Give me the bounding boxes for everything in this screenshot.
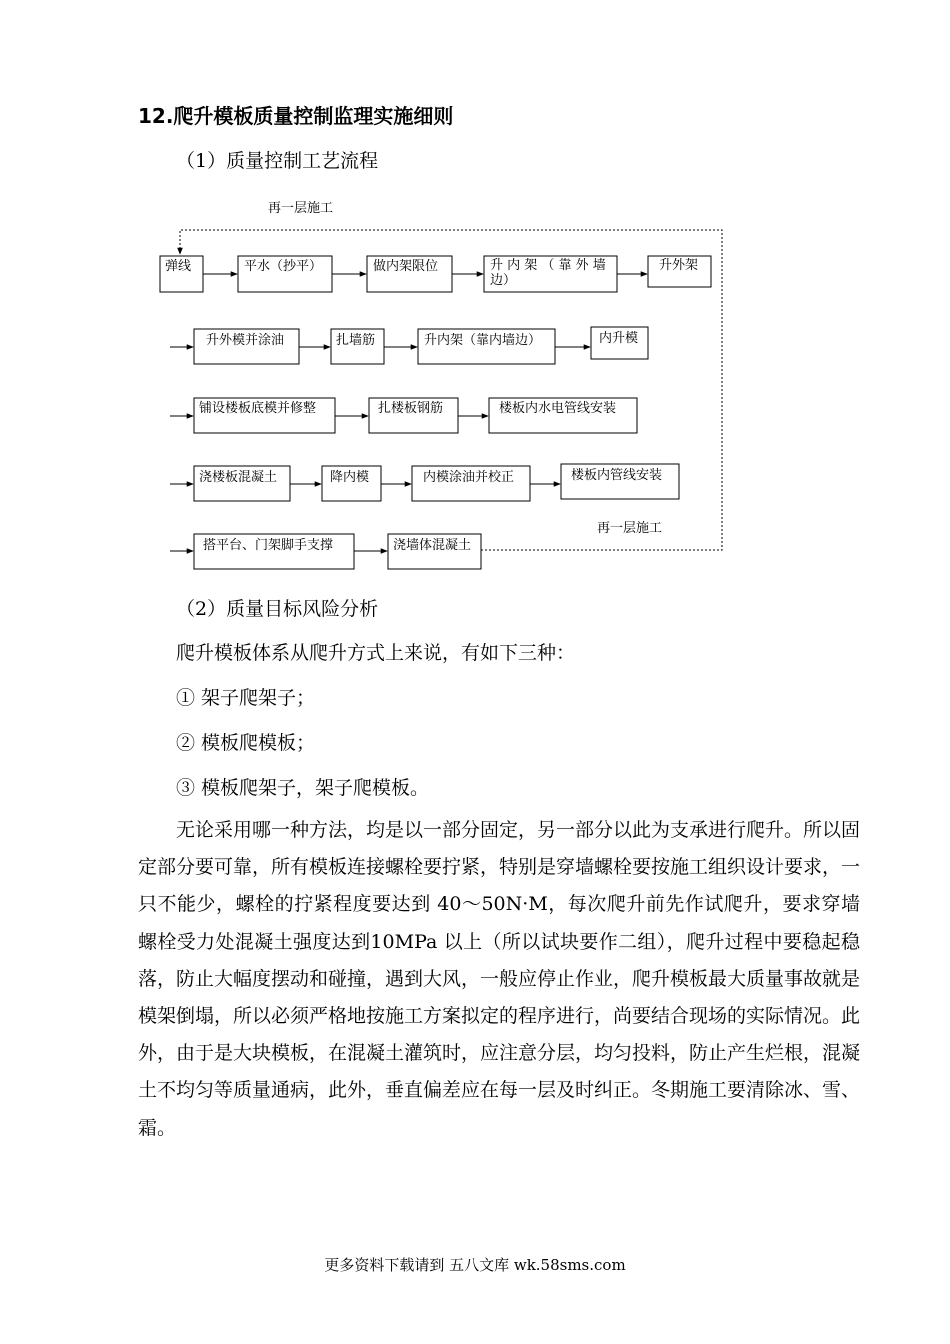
step-label: 浇楼板混凝土 xyxy=(199,470,278,485)
method-item: ② 模板爬模板； xyxy=(176,732,316,754)
footer-text: 更多资料下载请到 五八文库 wk.58sms.com xyxy=(324,1256,626,1274)
section-heading-risk: （2）质量目标风险分析 xyxy=(176,598,379,620)
process-flowchart xyxy=(0,0,950,600)
step-label: 平水（抄平） xyxy=(244,259,323,274)
repeat-label-bottom: 再一层施工 xyxy=(597,521,663,536)
intro-line: 爬升模板体系从爬升方式上来说，有如下三种： xyxy=(176,642,576,664)
method-item: ① 架子爬架子； xyxy=(176,687,316,709)
step-label: 内模涂油并校正 xyxy=(423,470,515,485)
method-item: ③ 模板爬架子，架子爬模板。 xyxy=(176,777,430,799)
step-label: 升外架 xyxy=(659,258,699,273)
step-label: 弹线 xyxy=(165,259,192,274)
step-label: 做内架限位 xyxy=(373,259,439,274)
step-label: 升 内 架 （ 靠 外 墙 xyxy=(490,258,606,273)
step-label: 楼板内管线安装 xyxy=(571,468,663,483)
repeat-loop-line xyxy=(180,230,722,550)
body-paragraph: 无论采用哪一种方法，均是以一部分固定，另一部分以此为支承进行爬升。所以固定部分要可靠，所有模板连接螺栓要拧紧，特别是穿墙螺栓要按施工组织设计要求，一只不能少，螺栓的拧紧程度要达到 40～50N·M，每次爬升前先作试爬升，要求穿墙螺栓受力处混凝土强度达到10MPa 以上（所以试块要作二组），爬升过程中要稳起稳落，防止大幅度摆动和碰撞，遇到大风，一般应停止作业，爬升模板最大质量事故就是模架倒塌，所以必须严格地按施工方案拟定的程序进行，尚要结合现场的实际情况。此外，由于是大块模板，在混凝土灌筑时，应注意分层，均匀投料，防止产生烂根，混凝土不均匀等质量通病，此外，垂直偏差应在每一层及时纠正。冬期施工要清除冰、雪、霜。 xyxy=(138,819,861,1139)
step-label: 内升模 xyxy=(599,331,639,346)
repeat-label-top: 再一层施工 xyxy=(268,201,334,216)
section-heading-process: （1）质量控制工艺流程 xyxy=(176,150,379,172)
page-title: 12.爬升模板质量控制监理实施细则 xyxy=(138,104,454,128)
step-label: 楼板内水电管线安装 xyxy=(499,401,617,416)
step-label: 升外模并涂油 xyxy=(206,333,285,348)
step-label: 升内架（靠内墙边） xyxy=(424,333,542,348)
step-label: 边） xyxy=(490,273,517,288)
step-label: 降内模 xyxy=(330,470,370,485)
step-label: 浇墙体混凝土 xyxy=(393,538,472,553)
step-label: 搭平台、门架脚手支撑 xyxy=(203,538,334,553)
step-label: 扎墙筋 xyxy=(336,333,376,348)
step-label: 扎楼板钢筋 xyxy=(378,401,444,416)
step-label: 铺设楼板底模并修整 xyxy=(199,401,317,416)
